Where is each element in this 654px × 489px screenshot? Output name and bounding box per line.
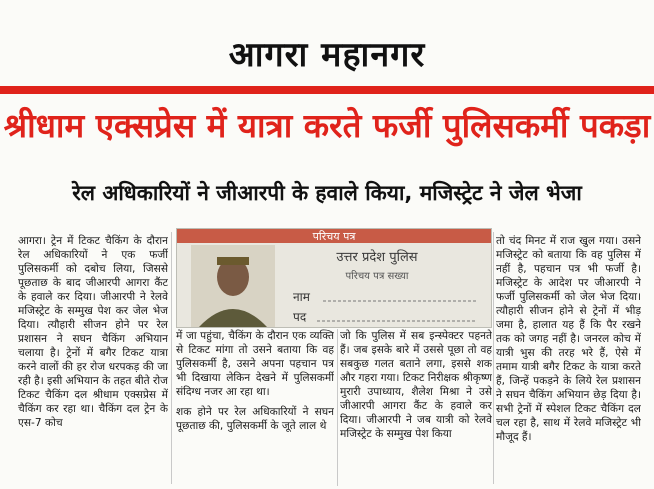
article-text: में जा पहुंचा, चैकिंग के दौरान एक व्यक्ति से टिकट मांगा तो उसने बताया कि वह पुलिसकर्मी है, उसने अपना पहचान पत्र भी दिखाया लेकिन देखने में पुलिसकर्मी संदिग्ध नजर आ रहा था। [176, 330, 334, 398]
article-text: तो चंद मिनट में राज खुल गया। उसने मजिस्ट्रेट को बताया कि वह पुलिस में नहीं है, पहचान पत्र भी फर्जी है। मजिस्ट्रेट के आदेश पर जीआरपी ने फर्जी पुलिसकर्मी को जेल भेज दिया। त्यौहारी सीजन होने से ट्रेनों में भीड़ जमा है, हालात यह हैं कि पैर रखने तक को जगह नहीं है। जनरल कोच में यात्री भुस की तरह भरे हैं, ऐसे में तमाम यात्री बगैर टिकट के यात्रा करते हैं, जिन्हें पकड़ने के लिये रेल प्रशासन ने सघन चैकिंग अभियान छेड़ दिया है। सभी ट्रेनों में स्पेशल टिकट चैकिंग दल चल रहा है, साथ में रेलवे मजिस्ट्रेट भी मौजूद हैं। [496, 235, 641, 443]
article-column-4 [496, 234, 641, 486]
article-text: आगरा। ट्रेन में टिकट चैकिंग के दौरान रेल अधिकारियों ने एक फर्जी पुलिसकर्मी को दबोच लिया, जिससे पूछताछ के बाद जीआरपी आगरा कैंट के हवाले कर दिया। जीआरपी ने रेलवे मजिस्ट्रेट के सम्मुख पेश कर जेल भेज दिया। त्यौहारी सीजन होने पर रेल प्रशासन ने सघन चैकिंग अभियान चलाया है। ट्रेनों में बगैर टिकट यात्रा करने वालों की हर रोज धरपकड़ की जा रही है। इसी अभियान के तहत बीते रोज टिकट चैकिंग दल श्रीधाम एक्सप्रेस में चैकिंग कर रहा था। चैकिंग दल ट्रेन के एस-7 कोच [18, 235, 168, 429]
id-card-photo [177, 229, 491, 327]
headline: श्रीधाम एक्सप्रेस में यात्रा करते फर्जी पुलिसकर्मी पकड़ा [3, 106, 651, 145]
column-divider [337, 329, 338, 486]
section-title [0, 0, 654, 78]
article-text: शक होने पर रेल अधिकारियों ने सघन पूछताछ की, पुलिसकर्मी के जूते लाल थे [176, 406, 334, 432]
red-divider [0, 86, 654, 94]
article-column-1 [18, 234, 168, 486]
card-name-label: नाम [293, 290, 310, 304]
news-photo [176, 228, 492, 328]
column-divider [493, 232, 494, 484]
card-org: उत्तर प्रदेश पुलिस [336, 250, 418, 265]
subheadline: रेल अधिकारियों ने जीआरपी के हवाले किया, मजिस्ट्रेट ने जेल भेजा [72, 181, 582, 205]
article-column-2 [176, 329, 334, 486]
card-number-label: परिचय पत्र सख्या [345, 271, 409, 282]
section-title-text: आगरा महानगर [228, 35, 426, 75]
card-rank-label: पद [293, 310, 307, 324]
column-divider [171, 232, 172, 484]
article-column-3 [340, 329, 492, 486]
article-text: जो कि पुलिस में सब इन्स्पेक्टर पहनते हैं। जब इसके बारे में उससे पूछा तो वह सबकुछ गलत बताने लगा, इससे शक और गहरा गया। टिकट निरीक्षक श्रीकृष्ण मुरारी उपाध्याय, शैलेश मिश्रा ने उसे जीआरपी आगरा कैंट के हवाले कर दिया। जीआरपी ने जब यात्री को रेलवे मजिस्ट्रेट के सम्मुख पेश किया [340, 330, 492, 440]
card-header: परिचय पत्र [312, 230, 356, 243]
